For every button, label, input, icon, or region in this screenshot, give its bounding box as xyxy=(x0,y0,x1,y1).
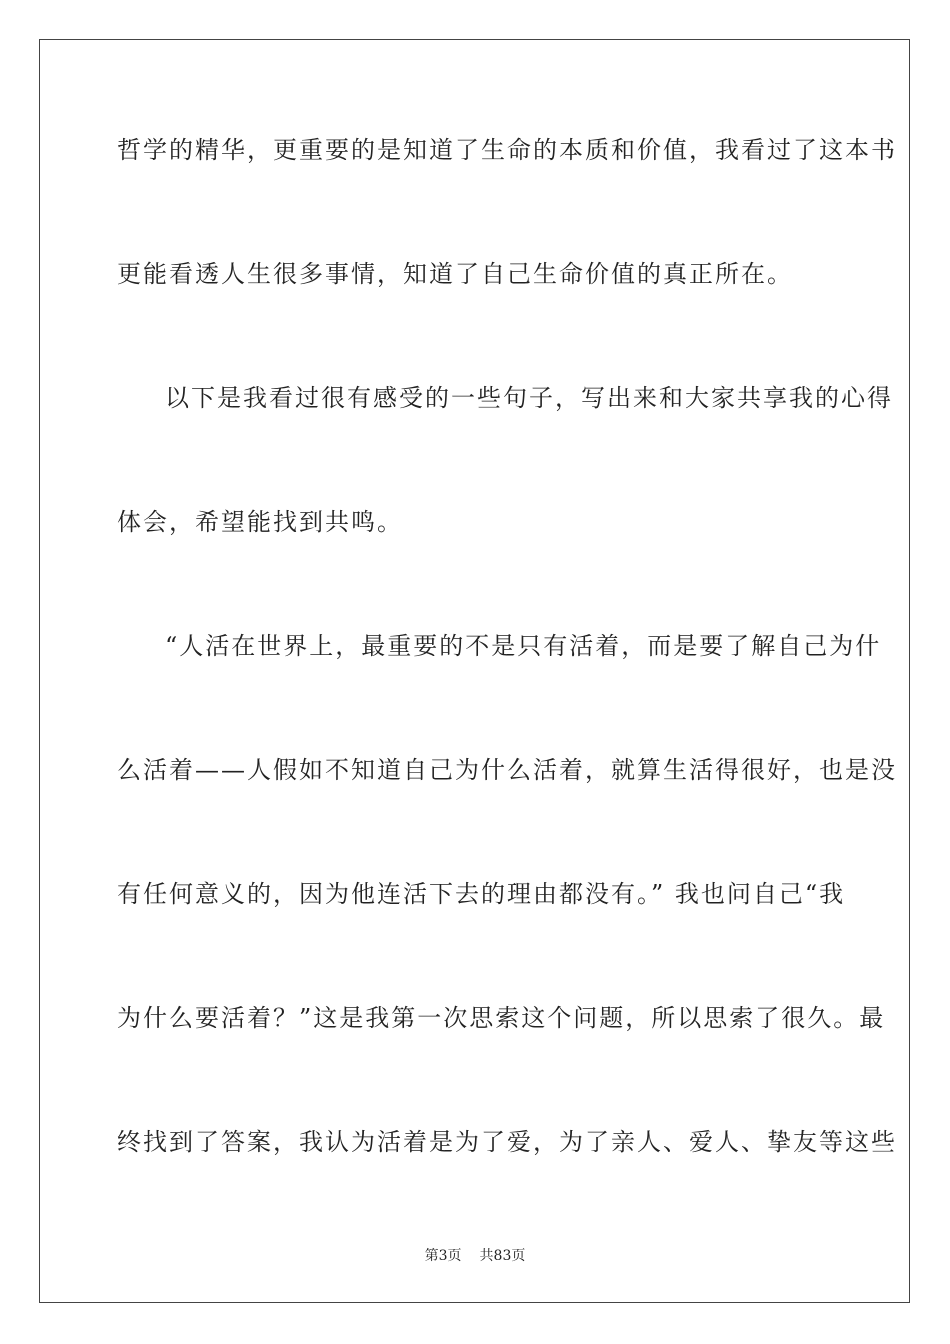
text-line-4: 体会，希望能找到共鸣。 xyxy=(117,508,403,536)
text-line-5: “人活在世界上，最重要的不是只有活着，而是要了解自己为什 xyxy=(165,632,882,660)
page-footer xyxy=(0,1247,950,1265)
text-line-9: 终找到了答案，我认为活着是为了爱，为了亲人、爱人、挚友等这些 xyxy=(117,1128,897,1156)
text-line-3: 以下是我看过很有感受的一些句子，写出来和大家共享我的心得 xyxy=(165,384,893,412)
text-line-1: 哲学的精华，更重要的是知道了生命的本质和价值，我看过了这本书 xyxy=(117,136,897,164)
text-line-6: 么活着——人假如不知道自己为什么活着，就算生活得很好，也是没 xyxy=(117,756,897,784)
page-number: 第3页 xyxy=(424,1248,462,1264)
text-line-8: 为什么要活着？”这是我第一次思索这个问题，所以思索了很久。最 xyxy=(117,1004,886,1032)
page-border xyxy=(39,39,910,1303)
text-line-7: 有任何意义的，因为他连活下去的理由都没有。” 我也问自己“我 xyxy=(117,880,846,908)
text-line-2: 更能看透人生很多事情，知道了自己生命价值的真正所在。 xyxy=(117,260,793,288)
total-pages: 共83页 xyxy=(479,1248,526,1264)
